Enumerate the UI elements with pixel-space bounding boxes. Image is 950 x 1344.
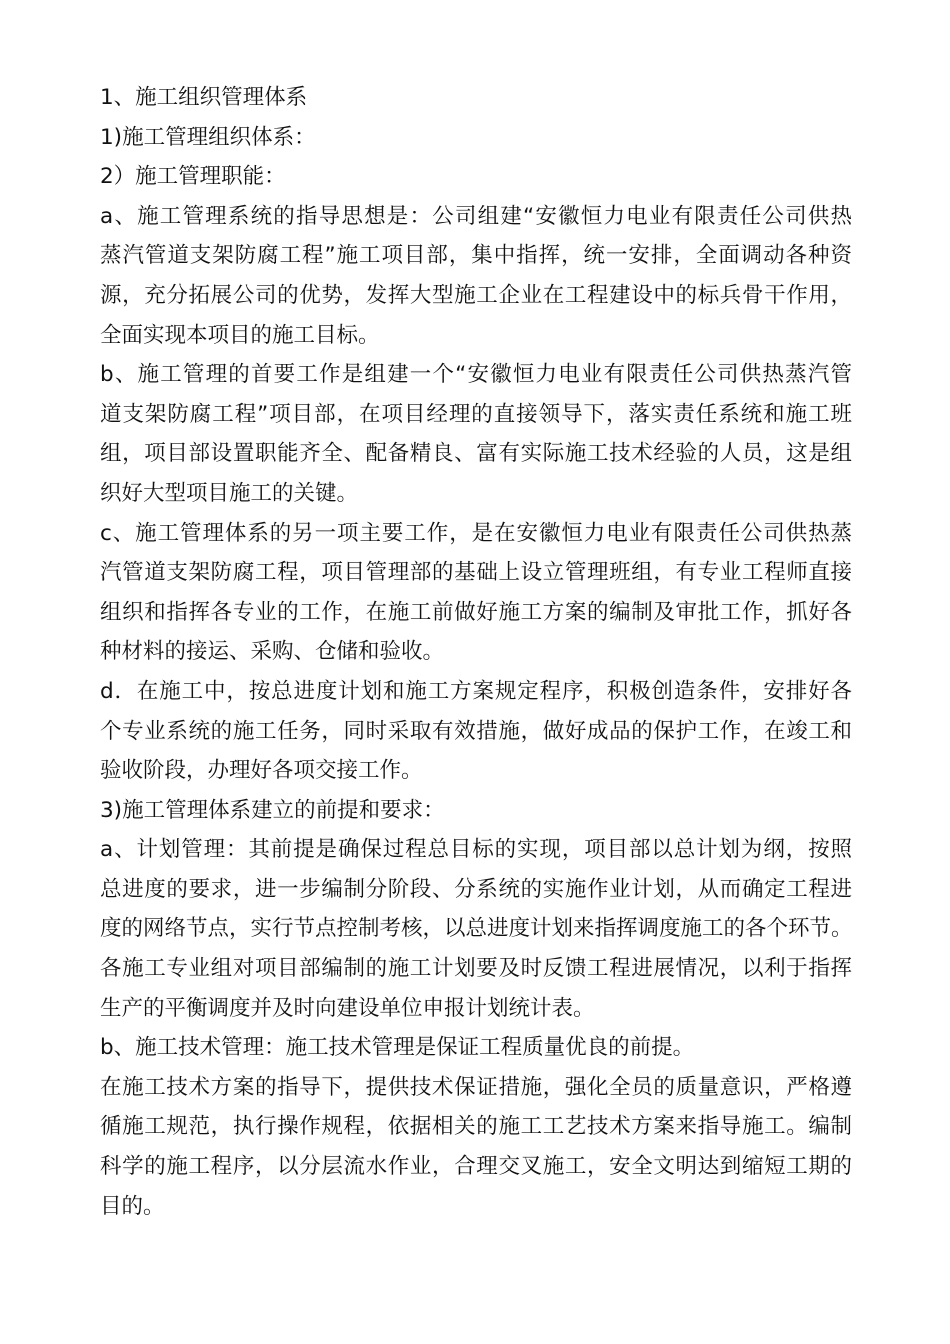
paragraph <box>100 1068 852 1226</box>
paragraph <box>100 197 852 355</box>
paragraph <box>100 1028 852 1068</box>
text-line: 总进度的要求，进一步编制分阶段、分系统的实施作业计划，从而确定工程进 <box>100 876 852 902</box>
text-line: b、施工技术管理：施工技术管理是保证工程质量优良的前提。 <box>100 1035 695 1061</box>
text-line: 源，充分拓展公司的优势，发挥大型施工企业在工程建设中的标兵骨干作用， <box>100 282 852 308</box>
document-body <box>100 78 852 1226</box>
text-line: a、施工管理系统的指导思想是：公司组建“安徽恒力电业有限责任公司供热 <box>100 203 852 229</box>
paragraph <box>100 514 852 672</box>
text-line: 种材料的接运、采购、仓储和验收。 <box>100 639 445 665</box>
text-line: 在施工技术方案的指导下，提供技术保证措施，强化全员的质量意识，严格遵 <box>100 1074 852 1100</box>
text-line: c、施工管理体系的另一项主要工作，是在安徽恒力电业有限责任公司供热蒸 <box>100 520 852 546</box>
text-line: 各施工专业组对项目部编制的施工计划要及时反馈工程进展情况，以利于指挥 <box>100 956 852 982</box>
text-line: 道支架防腐工程”项目部，在项目经理的直接领导下，落实责任系统和施工班 <box>100 401 852 427</box>
paragraph <box>100 355 852 513</box>
paragraph <box>100 118 852 158</box>
text-line: 科学的施工程序，以分层流水作业，合理交叉施工，安全文明达到缩短工期的 <box>100 1154 852 1180</box>
text-line: 蒸汽管道支架防腐工程”施工项目部，集中指挥，统一安排，全面调动各种资 <box>100 243 852 269</box>
paragraph <box>100 830 852 1028</box>
text-line: 循施工规范，执行操作规程，依据相关的施工工艺技术方案来指导施工。编制 <box>100 1114 852 1140</box>
text-line: a、计划管理：其前提是确保过程总目标的实现，项目部以总计划为纲，按照 <box>100 837 852 863</box>
text-line: 汽管道支架防腐工程，项目管理部的基础上设立管理班组，有专业工程师直接 <box>100 560 852 586</box>
text-line: 3)施工管理体系建立的前提和要求： <box>100 797 445 823</box>
text-line: 2）施工管理职能： <box>100 164 286 190</box>
text-line: b、施工管理的首要工作是组建一个“安徽恒力电业有限责任公司供热蒸汽管 <box>100 362 852 388</box>
text-line: 生产的平衡调度并及时向建设单位申报计划统计表。 <box>100 995 595 1021</box>
paragraph <box>100 157 852 197</box>
text-line: 度的网络节点，实行节点控制考核，以总进度计划来指挥调度施工的各个环节。 <box>100 916 853 942</box>
text-line: 织好大型项目施工的关键。 <box>100 480 359 506</box>
paragraph <box>100 672 852 791</box>
text-line: 全面实现本项目的施工目标。 <box>100 322 380 348</box>
text-line: 目的。 <box>100 1193 165 1219</box>
text-line: d．在施工中，按总进度计划和施工方案规定程序，积极创造条件，安排好各 <box>100 678 852 704</box>
text-line: 组织和指挥各专业的工作，在施工前做好施工方案的编制及审批工作，抓好各 <box>100 599 852 625</box>
paragraph <box>100 791 852 831</box>
text-line: 1)施工管理组织体系： <box>100 124 316 150</box>
text-line: 验收阶段，办理好各项交接工作。 <box>100 758 423 784</box>
text-line: 组，项目部设置职能齐全、配备精良、富有实际施工技术经验的人员，这是组 <box>100 441 852 467</box>
text-line: 个专业系统的施工任务，同时采取有效措施，做好成品的保护工作，在竣工和 <box>100 718 852 744</box>
paragraph <box>100 78 852 118</box>
text-line: 1、施工组织管理体系 <box>100 85 308 110</box>
